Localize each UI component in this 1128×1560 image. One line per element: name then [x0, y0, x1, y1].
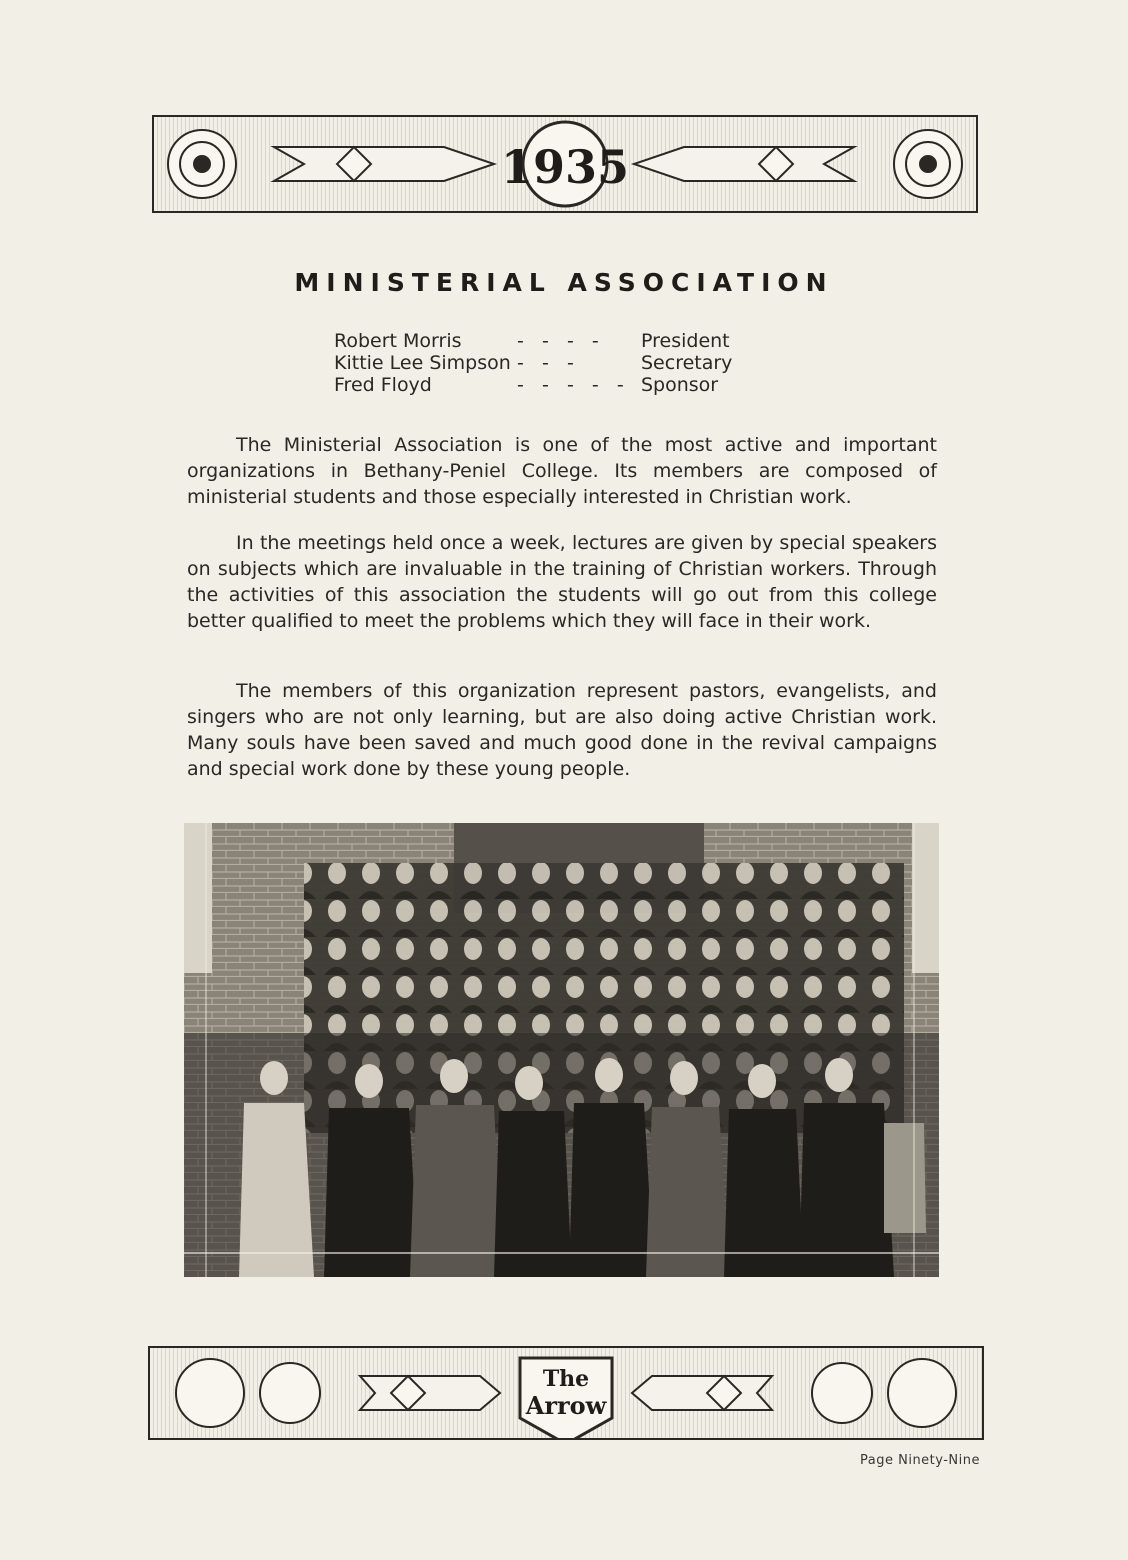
emblem-line1: The	[542, 1366, 590, 1392]
window-right	[912, 823, 939, 973]
flower-left-icon	[176, 1359, 244, 1427]
paragraph-text: The members of this organization represent pastors, evangelists, and singers who are not only learning, but are also doing active Christian work. Many souls have been saved and much good done in the revival campaigns and special work done by these young people.	[187, 680, 937, 780]
floral-ornament	[154, 117, 976, 211]
officer-row	[334, 352, 732, 374]
paragraph-text: In the meetings held once a week, lectures are given by special speakers on subjects which are invaluable in the training of Christian workers. Through the activities of this association the students will go out from this college better qualified to meet the problems which they will face in their work.	[187, 532, 937, 632]
paragraph-members	[187, 678, 937, 782]
group-photo	[184, 823, 939, 1277]
paragraph-text: The Ministerial Association is one of the most active and important organizations in Bethany-Peniel College. Its members are composed of ministerial students and those especially interested in Christian work.	[187, 434, 937, 508]
officer-name: Fred Floyd	[334, 374, 432, 396]
officer-row	[334, 374, 732, 396]
officer-dashes: - - - - -	[517, 374, 624, 396]
paragraph-meetings	[187, 530, 937, 634]
officer-role: Secretary	[641, 352, 733, 374]
window-left	[184, 823, 212, 973]
paragraph-intro	[187, 432, 937, 510]
flower-left-icon	[168, 130, 236, 198]
flower-right-icon	[812, 1363, 872, 1423]
floral-ornament	[150, 1348, 982, 1438]
officer-name: Robert Morris	[334, 330, 462, 352]
page-title: MINISTERIAL ASSOCIATION	[294, 268, 834, 297]
officer-name: Kittie Lee Simpson	[334, 352, 511, 374]
footer-banner	[148, 1346, 984, 1440]
year-text: 1935	[500, 140, 630, 194]
flower-right-icon	[894, 130, 962, 198]
page-number: Page Ninety-Nine	[860, 1453, 981, 1468]
officer-dashes: - - -	[517, 352, 574, 374]
header-banner	[152, 115, 978, 213]
officer-dashes: - - - -	[517, 330, 599, 352]
officer-role: President	[641, 330, 730, 352]
officer-row	[334, 330, 732, 352]
emblem-line2: Arrow	[525, 1391, 607, 1420]
officer-role: Sponsor	[641, 374, 719, 396]
flower-left-icon	[260, 1363, 320, 1423]
flower-right-icon	[888, 1359, 956, 1427]
officers-list	[334, 330, 732, 396]
